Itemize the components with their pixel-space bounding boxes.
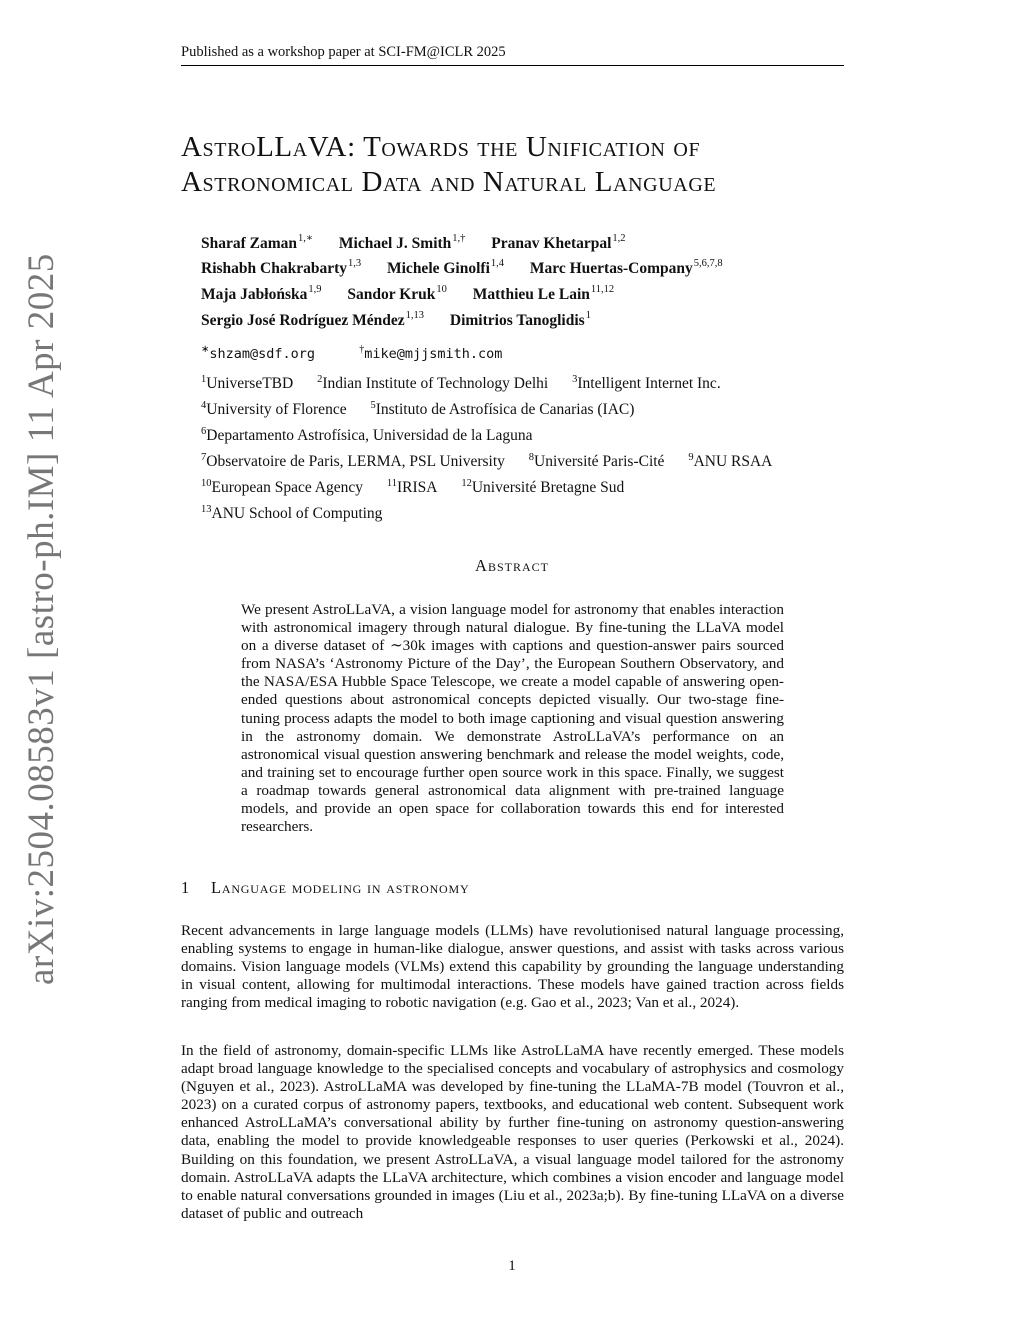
- paper-title: [181, 130, 841, 200]
- page-number: 1: [508, 1258, 516, 1274]
- affiliation-row: [201, 426, 792, 452]
- author: Sharaf Zaman$^{1,∗}$: [201, 233, 314, 252]
- body-paragraph: In the field of astronomy, domain-specific LLMs like AstroLLaMA have recently emerged. These models adapt broad language knowledge to the specialised concepts and vocabulary of astrophysics and cosmology (Nguyen et al., 2023). AstroLLaMA was developed by fine-tuning the LLaMA-7B model (Touvron et al., 2023) on a curated corpus of astronomy papers, textbooks, and educational web content. Subsequent work enhanced AstroLLaMA’s conversational ability by further fine-tuning on astronomy question-answering data, enabling the model to provide knowledgeable responses to user queries (Perkowski et al., 2024). Building on this foundation, we present AstroLLaVA, a visual language model tailored for the astronomy domain. AstroLLaVA adapts the LLaVA architecture, which combines a vision encoder and language model to enable natural conversations grounded in images (Liu et al., 2023a;b). By fine-tuning LLaVA on a diverse dataset of public and outreach: [181, 1042, 844, 1222]
- abstract-text: We present AstroLLaVA, a vision language model for astronomy that enables interaction with astronomical imagery through natural dialogue. By fine-tuning the LLaVA model on a diverse dataset of ∼30k images with captions and question-answer pairs sourced from NASA’s ‘Astronomy Picture of the Day’, the European Southern Observatory, and the NASA/ESA Hubble Space Telescope, we create a model capable of answering open-ended questions about astronomical concepts depicted visually. Our two-stage fine-tuning process adapts the model to both image captioning and visual question answering in the astronomy domain. We demonstrate AstroLLaVA’s performance on an astronomical visual question answering benchmark and release the model weights, code, and training set to encourage further open source work in this space. Finally, we suggest a roadmap towards general astronomical data alignment with pre-trained language models, and provide an open space for collaboration towards this end for interested researchers.: [241, 601, 784, 836]
- author: Matthieu Le Lain$^{11,12}$: [472, 284, 615, 303]
- author: Dimitrios Tanoglidis$^1$: [449, 310, 591, 329]
- affiliation: $^9$ANU RSAA: [688, 452, 773, 470]
- affiliation-row: [201, 504, 792, 530]
- affiliation: $^{12}$Université Bretagne Sud: [461, 478, 625, 496]
- email-entry[interactable]: ∗shzam@sdf.org: [201, 344, 316, 362]
- affiliation: $^{11}$IRISA: [386, 478, 438, 496]
- affiliation: $^2$Indian Institute of Technology Delhi: [317, 374, 549, 392]
- author-row: [201, 258, 745, 284]
- affiliation: $^4$University of Florence: [201, 400, 347, 418]
- affiliation-row: [201, 400, 792, 426]
- body-paragraph: Recent advancements in large language models (LLMs) have revolutionised natural language processing, enabling systems to engage in human-like dialogue, answer questions, and assist with tasks across various domains. Vision language models (VLMs) extend this capability by grounding the language understanding in visual content, allowing for multimodal interactions. These models have gained traction across fields ranging from medical imaging to robotic navigation (e.g. Gao et al., 2023; Van et al., 2024).: [181, 922, 844, 1012]
- affiliation-row: [201, 374, 792, 400]
- author-row: [201, 232, 745, 258]
- affiliation: $^5$Instituto de Astrofísica de Canarias (IAC): [370, 400, 635, 418]
- section-title: Language modeling in astronomy: [211, 878, 470, 897]
- section-number: 1: [181, 878, 190, 897]
- title-line-2: Astronomical Data and Natural Language: [181, 166, 717, 198]
- author: Michele Ginolfi$^{1,4}$: [387, 258, 505, 277]
- running-header: Published as a workshop paper at SCI-FM@ICLR 2025: [181, 44, 844, 66]
- affiliation: $^6$Departamento Astrofísica, Universidad de la Laguna: [201, 426, 533, 444]
- author: Michael J. Smith$^{1,\dagger}$: [338, 233, 466, 252]
- affiliation: $^7$Observatoire de Paris, LERMA, PSL University: [201, 452, 505, 470]
- section-heading: [181, 878, 469, 898]
- author-row: [201, 310, 745, 336]
- affiliation: $^{10}$European Space Agency: [201, 478, 363, 496]
- author-row: [201, 284, 745, 310]
- contact-emails: [201, 344, 538, 362]
- author: Marc Huertas-Company$^{5,6,7,8}$: [529, 258, 723, 277]
- affiliation: $^3$Intelligent Internet Inc.: [572, 374, 721, 392]
- author: Maja Jabłońska$^{1,9}$: [201, 284, 322, 303]
- title-line-1: AstroLLaVA: Towards the Unification of: [181, 131, 701, 163]
- affiliation: $^{13}$ANU School of Computing: [201, 504, 383, 522]
- author: Sergio José Rodríguez Méndez$^{1,13}$: [201, 310, 424, 329]
- affiliation-row: [201, 452, 792, 478]
- author: Pranav Khetarpal$^{1,2}$: [491, 233, 626, 252]
- affiliation: $^1$UniverseTBD: [201, 374, 294, 392]
- author-list: [201, 232, 745, 336]
- affiliation-list: [201, 374, 792, 530]
- author: Rishabh Chakrabarty$^{1,3}$: [201, 258, 362, 277]
- arxiv-identifier: arXiv:2504.08583v1 [astro-ph.IM] 11 Apr 2025: [21, 253, 62, 985]
- affiliation-row: [201, 478, 792, 504]
- email-entry[interactable]: †mike@mjjsmith.com: [359, 344, 503, 362]
- author: Sandor Kruk$^{10}$: [347, 284, 447, 303]
- abstract-heading: Abstract: [475, 556, 549, 575]
- affiliation: $^8$Université Paris-Cité: [528, 452, 665, 470]
